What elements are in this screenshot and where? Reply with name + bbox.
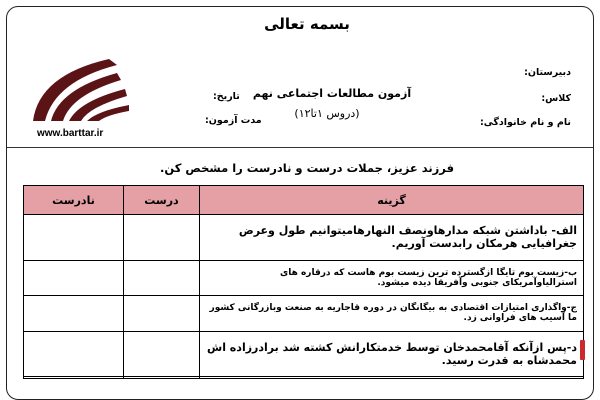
true-answer-cell[interactable] bbox=[124, 215, 200, 261]
statement-cell: د-پس ازآنکه آقامحمدخان توسط خدمتکارانش کشته شد برادرزاده اش محمدشاه به قدرت رسید. bbox=[200, 331, 584, 377]
table-row bbox=[24, 215, 584, 261]
exam-title: آزمون مطالعات اجتماعی نهم bbox=[252, 87, 412, 100]
column-header-false: نادرست bbox=[24, 186, 124, 215]
statement-cell: ب-زیست بوم تایگا ازگسترده ترین زیست بوم هاست که درقاره های استرالیاوآمریکای جنوبی وآفریقا دیده میشود. bbox=[200, 260, 584, 296]
true-answer-cell[interactable] bbox=[124, 331, 200, 377]
column-header-true: درست bbox=[124, 186, 200, 215]
instruction-text: فرزند عزیز، جملات درست و نادرست را مشخص کن. bbox=[160, 161, 454, 175]
false-answer-cell[interactable] bbox=[24, 377, 124, 379]
statement-cell bbox=[200, 377, 584, 379]
table-header-row bbox=[24, 186, 584, 215]
table-row bbox=[24, 331, 584, 377]
website-url[interactable]: www.barttar.ir bbox=[37, 128, 104, 139]
date-field-label: تاریخ: bbox=[213, 91, 240, 102]
false-answer-cell[interactable] bbox=[24, 215, 124, 261]
page-title: بسمه تعالی bbox=[264, 15, 350, 33]
barttar-logo-icon bbox=[25, 51, 135, 123]
column-header-option: گزینه bbox=[200, 186, 584, 215]
true-answer-cell[interactable] bbox=[124, 377, 200, 379]
red-margin-marker bbox=[580, 340, 585, 360]
lessons-range: (دروس ۱تا۱۲) bbox=[294, 107, 360, 120]
false-answer-cell[interactable] bbox=[24, 331, 124, 377]
name-field-label: نام و نام خانوادگی: bbox=[479, 117, 571, 128]
duration-field-label: مدت آزمون: bbox=[205, 115, 262, 126]
table-row bbox=[24, 296, 584, 332]
true-false-table bbox=[23, 185, 584, 379]
class-field-label: کلاس: bbox=[541, 93, 571, 104]
statement-cell: ج-واگذاری امتیازات اقتصادی به بیگانگان در دوره قاجاریه به صنعت وبازرگانی کشور ما آسیب های فراوانی زد. bbox=[200, 296, 584, 332]
header-divider bbox=[7, 147, 593, 148]
statement-cell: الف- باداشتن شبکه مدارهاونصف النهارهامیتوانیم طول وعرض جغرافیایی هرمکان رابدست آوریم. bbox=[200, 215, 584, 261]
school-field-label: دبیرستان: bbox=[524, 67, 571, 78]
table-row bbox=[24, 260, 584, 296]
exam-paper bbox=[6, 6, 594, 400]
false-answer-cell[interactable] bbox=[24, 296, 124, 332]
false-answer-cell[interactable] bbox=[24, 260, 124, 296]
table-row bbox=[24, 377, 584, 379]
true-answer-cell[interactable] bbox=[124, 296, 200, 332]
true-answer-cell[interactable] bbox=[124, 260, 200, 296]
